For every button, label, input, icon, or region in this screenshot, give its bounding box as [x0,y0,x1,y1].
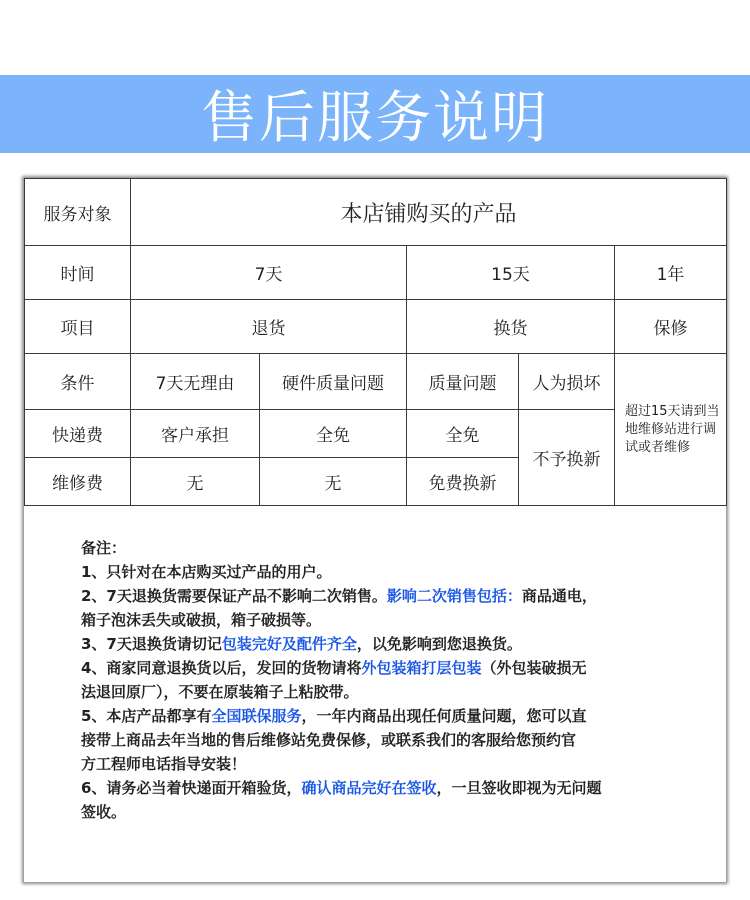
note-4-highlight: 外包装箱打层包装 [361,659,482,677]
title-banner [0,75,750,153]
repair-fee-none-1: 无 [131,458,260,506]
row-label-service: 服务对象 [25,179,131,246]
row-label-condition: 条件 [25,354,131,410]
note-2-cont: 箱子泡沫丢失或破损，箱子破损等。 [81,611,322,629]
time-15-days: 15天 [407,246,615,300]
notes-section [81,536,681,824]
time-1-year: 1年 [615,246,727,300]
service-card [24,178,726,882]
shipping-free-1: 全免 [260,410,407,458]
time-7-days: 7天 [131,246,407,300]
shipping-customer: 客户承担 [131,410,260,458]
row-label-shipping: 快递费 [25,410,131,458]
item-return: 退货 [131,300,407,354]
no-replacement: 不予换新 [519,410,615,506]
table-row-service [25,179,727,246]
shipping-free-2: 全免 [407,410,519,458]
item-exchange: 换货 [407,300,615,354]
note-5: 5、本店产品都享有全国联保服务，一年内商品出现任何质量问题，您可以直 [81,707,587,725]
repair-fee-none-2: 无 [260,458,407,506]
note-4: 4、商家同意退换货以后，发回的货物请将外包装箱打层包装（外包装破损无 [81,659,587,677]
note-2-highlight: 影响二次销售包括： [386,587,522,605]
condition-human-damage: 人为损坏 [519,354,615,410]
note-1: 1、只针对在本店购买过产品的用户。 [81,563,332,581]
note-3: 3、7天退换货请切记包装完好及配件齐全，以免影响到您退换货。 [81,635,522,653]
note-6-highlight: 确认商品完好在签收 [301,779,437,797]
condition-quality: 质量问题 [407,354,519,410]
note-6: 6、请务必当着快递面开箱验货，确认商品完好在签收，一旦签收即视为无问题 [81,779,602,797]
note-4-cont: 法退回原厂），不要在原装箱子上粘胶带。 [81,683,359,701]
page-title: 售后服务说明 [201,86,549,151]
note-5-cont-2: 方工程师电话指导安装！ [81,755,247,773]
service-target-value: 本店铺购买的产品 [131,179,727,246]
note-5-cont-1: 接带上商品去年当地的售后维修站免费保修，或联系我们的客服给您预约官 [81,731,577,749]
notes-heading: 备注： [81,539,127,557]
table-row-condition [25,354,727,410]
note-6-cont: 签收。 [81,803,127,821]
condition-no-reason: 7天无理由 [131,354,260,410]
row-label-time: 时间 [25,246,131,300]
row-label-repair-fee: 维修费 [25,458,131,506]
repair-free-replacement: 免费换新 [407,458,519,506]
table-row-item [25,300,727,354]
service-table [24,178,727,506]
condition-hardware: 硬件质量问题 [260,354,407,410]
warranty-note: 超过15天请到当地维修站进行调试或者维修 [615,354,727,506]
note-2: 2、7天退换货需要保证产品不影响二次销售。影响二次销售包括：商品通电， [81,587,597,605]
item-warranty: 保修 [615,300,727,354]
table-row-time [25,246,727,300]
note-5-highlight: 全国联保服务 [211,707,302,725]
row-label-item: 项目 [25,300,131,354]
note-3-highlight: 包装完好及配件齐全 [221,635,357,653]
